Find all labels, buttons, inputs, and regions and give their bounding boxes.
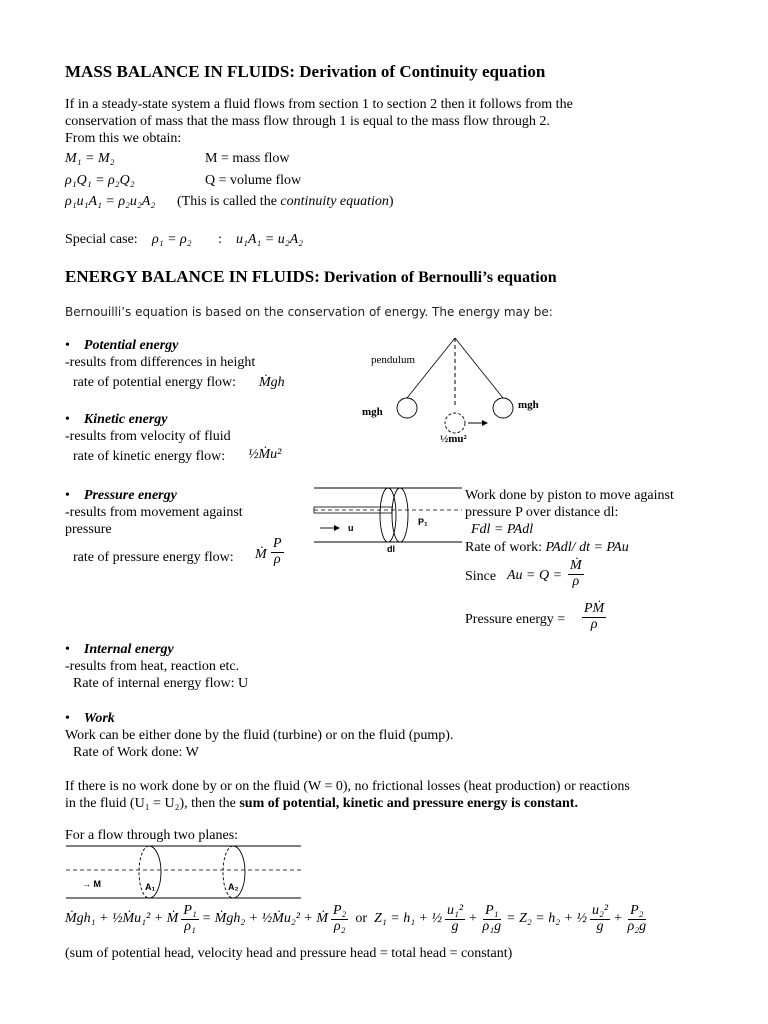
pendulum-mgh-left: mgh [362, 406, 383, 418]
work-line2: pressure P over distance dl: [465, 505, 619, 520]
eq-mass-flow: M₁ = M₂ [65, 151, 115, 166]
conclusion-line1: If there is no work done by or on the fluid (W = 0), no frictional losses (heat production) or reactions [65, 779, 630, 794]
pressure-formula-frac: $\frac{P}{\rho}$ [273, 536, 282, 567]
kinetic-line2: rate of kinetic energy flow: [73, 449, 226, 464]
bernoulli-summary: (sum of potential head, velocity head and pressure head = total head = constant) [65, 946, 513, 961]
piston-diagram [312, 483, 462, 548]
pipe-diagram [64, 843, 304, 903]
since-eq: Au = Q = [507, 568, 563, 583]
kinetic-heading: • Kinetic energy [65, 413, 168, 427]
pressure-heading: • Pressure energy [65, 489, 177, 503]
since-label: Since [465, 569, 497, 584]
pipe-a1-label: A₁ [145, 882, 156, 892]
internal-heading: • Internal energy [65, 643, 174, 657]
potential-formula: Ṁgh [259, 375, 285, 390]
eq-volume-flow: ρ₁Q₁ = ρ₂Q₂ [65, 173, 135, 188]
pressure-formula-m: Ṁ [255, 547, 267, 562]
mass-balance-title: MASS BALANCE IN FLUIDS: Derivation of Continuity equation [65, 62, 546, 81]
pressure-line2: pressure [65, 522, 112, 537]
pressure-line3: rate of pressure energy flow: [73, 550, 234, 565]
internal-line2: Rate of internal energy flow: U [73, 676, 249, 691]
piston-dl-label: dl [387, 544, 395, 554]
pipe-a2-label: A₂ [228, 882, 239, 892]
internal-line1: -results from heat, reaction etc. [65, 659, 240, 674]
work-desc-line2: Rate of Work done: W [73, 745, 199, 760]
continuity-note: (This is called the continuity equation) [177, 194, 394, 209]
pipe-mass-flow-label: → M [82, 879, 101, 889]
special-case-label: Special case: [65, 232, 138, 247]
work-line1: Work done by piston to move against [465, 488, 674, 503]
potential-line2: rate of potential energy flow: [73, 375, 237, 390]
piston-u-label: u [348, 523, 354, 533]
bernoulli-equation: Ṁgh₁ + ½Ṁu₁² + Ṁ $\frac{\text{P₁}}{\text{ρ₁}}$ = Ṁgh₂ + ½Ṁu₂² + Ṁ $\frac{\text{P₂}}{\text{ρ₂}}$ or Z₁ = h₁ + ½ $\frac{\text{u₁²}}{g}$ + $\frac{\text{P₁}}{\text{ρ₁g}}$ = Z₂ = h₂ + ½ $\frac{\text{u₂²}}{g}$ + $\frac{\text{P₂}}{\text{ρ₂g}}$ [65, 903, 647, 934]
kinetic-line1: -results from velocity of fluid [65, 429, 231, 444]
pressure-energy-frac: $\frac{\text{PṀ}}{\rho}$ [584, 601, 605, 632]
special-case-sep: : [218, 232, 222, 247]
kinetic-formula: ½Ṁu² [248, 447, 282, 462]
since-frac: $\frac{\text{Ṁ}}{\rho}$ [570, 558, 582, 589]
mass-para-line3: From this we obtain: [65, 131, 182, 146]
mass-para-line2: conservation of mass that the mass flow through 1 is equal to the mass flow through 2. [65, 114, 550, 129]
work-heading: • Work [65, 712, 115, 726]
def-volume-flow: Q = volume flow [205, 173, 302, 188]
pressure-line1: -results from movement against [65, 505, 243, 520]
pendulum-kinetic-label: ½mu² [440, 433, 467, 445]
potential-heading: • Potential energy [65, 339, 178, 353]
def-mass-flow: M = mass flow [205, 151, 290, 166]
pendulum-label: pendulum [371, 354, 415, 366]
flow-label: For a flow through two planes: [65, 828, 239, 843]
pendulum-mgh-right: mgh [518, 399, 539, 411]
eq-continuity: ρ₁u₁A₁ = ρ₂u₂A₂ [65, 194, 156, 209]
work-line4: Rate of work: PAdl/ dt = PAu [465, 540, 629, 555]
conclusion-line2: in the fluid (U₁ = U₂), then the sum of potential, kinetic and pressure energy is constant. [65, 796, 578, 811]
energy-intro: Bernouilli’s equation is based on the conservation of energy. The energy may be: [65, 305, 553, 319]
special-case-eq2: u₁A₁ = u₂A₂ [236, 232, 304, 247]
special-case-eq1: ρ₁ = ρ₂ [152, 232, 192, 247]
pressure-energy-label: Pressure energy = [465, 612, 566, 627]
piston-p-label: P₁ [418, 517, 428, 527]
work-desc-line1: Work can be either done by the fluid (turbine) or on the fluid (pump). [65, 728, 454, 743]
energy-balance-title: ENERGY BALANCE IN FLUIDS: Derivation of Bernoulli’s equation [65, 267, 557, 286]
potential-line1: -results from differences in height [65, 355, 256, 370]
work-line3: Fdl = PAdl [471, 522, 534, 537]
mass-para-line1: If in a steady-state system a fluid flows from section 1 to section 2 then it follows from the [65, 97, 573, 112]
